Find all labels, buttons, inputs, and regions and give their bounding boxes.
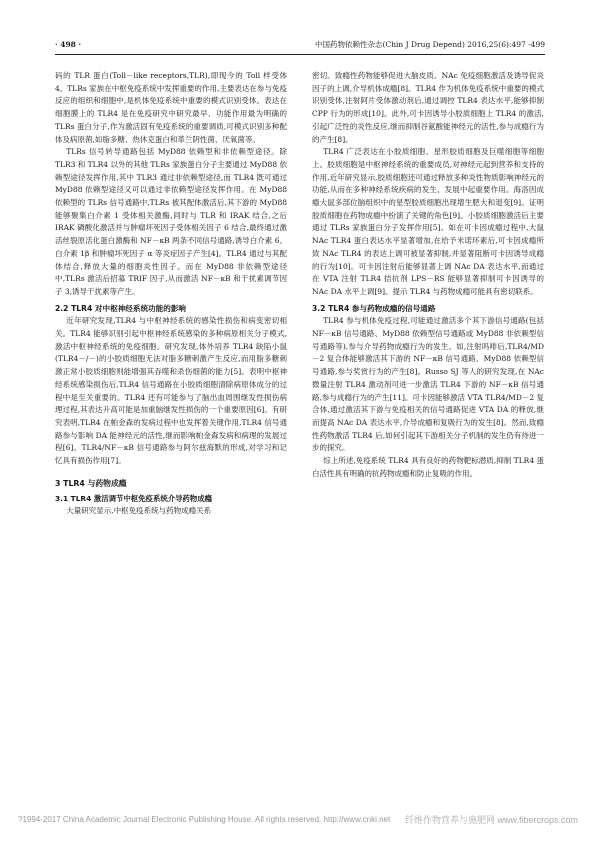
- paragraph: 码的 TLR 蛋白(Toll－like receptors,TLR),即现今的 Toll 样受体 4。TLRs 家族在中枢免疫系统中发挥重要的作用,主要表达在参与免疫反应的组织和细胞中,是机体免疫系统中重要的模式识别受体。表达在细胞膜上的 TLR4 是在免疫研究中研究最早、功能作用最为明确的 TLRs 蛋白分子,作为激活固有免疫系统的重要调质,可模式识别多种配体及病原菌,如脂多糖、热休克蛋白和革兰阴性菌、厌氧菌等。: [55, 71, 287, 144]
- header-rule: [55, 54, 545, 55]
- watermark: 纤维作物营养与施肥网 www.fibercrops.com: [404, 815, 578, 825]
- journal-running-title: 中国药物依赖性杂志(Chin J Drug Depend) 2016,25(6):497 -499: [315, 40, 545, 49]
- paragraph: 近年研究发现,TLR4 与中枢神经系统的感染性损伤和病变密切相关。TLR4 能够识别引起中枢神经系统感染的多种病原相关分子模式,激活中枢神经系统的免疫细胞。研究发现,体外培养 TLR4 缺陷小鼠(TLR4－/－)的小胶质细胞无法对脂多糖刺激产生反应,而用脂多糖刺激正常小胶质细胞则能增强其吞噬和杀伤细菌的能力[5]。表明中枢神经系统感染损伤后,TLR4 信号通路在小胶质细胞清除病原体成分的过程中是至关重要的。TLR4 还有可能参与了脑出血周围继发性损伤病理过程,其表达升高可能是加重脑继发性损伤的一个重要原因[6]。有研究表明,TLR4 在帕金森的发病过程中也发挥着关键作用,TLR4 信号通路参与影响 DA 能神经元的活性,继而影响帕金森发病和病理的发展过程[6]。TLR4/NF－κB 信号通路参与阿尔兹海默的形成,对学习和记忆具有损伤作用[7]。: [55, 316, 287, 466]
- paragraph: 大量研究显示,中枢免疫系统与药物成瘾关系: [66, 506, 212, 516]
- right-column: [312, 70, 544, 481]
- paragraph: TLR4 广泛表达在小胶质细胞、星形胶质细胞及巨噬细胞等细胞上。胶质细胞是中枢神经系统的重要成员,对神经元起到营养和支持的作用,近年研究显示,胶质细胞还可通过释放多种炎性物质影响神经元的功能,从而在多种神经系统疾病的发生、发展中起重要作用。海洛因成瘾大鼠多部位脑组织中的星型胶质细胞出现增生肥大和退变[9]。证明胶质细胞在药物成瘾中扮演了关键的角色[9]。小胶质细胞激活后主要通过 TLRs 家族蛋白分子发挥作用[5]。如在可卡因成瘾过程中,大鼠 NAc TLR4 蛋白表达水平显著增加,在给予米诺环素后,可卡因成瘾所致 NAc TLR4 的表达上调可被显著抑制,并显著阻断可卡因诱导成瘾的行为[10]。可卡因注射后能够显著上调 NAc DA 表达水平,而通过在 VTA 注射 TLR4 拮抗剂 LPS－RS 能够显著抑制可卡因诱导的 NAc DA 水平上调[9]。提示 TLR4 与药物成瘾可能具有密切联系。: [312, 147, 544, 296]
- paragraph: 密切。致瘾性药物能够促进大脑皮质、NAc 免疫细胞激活及诱导促炎因子的上调,介导机体成瘾[8]。TLR4 作为机体免疫系统中重要的模式识别受体,注射阿片受体激动剂后,通过调控 TLR4 表达水平,能够抑制 CPP 行为的形成[10]。此外,可卡因诱导小胶质细胞上 TLR4 的激活,引起广泛性的炎性反应,继而抑制谷氨酸能神经元的活性,参与成瘾行为的产生[8]。: [312, 71, 544, 144]
- paragraph: TLR4 参与机体免疫过程,可能通过激活多个其下游信号通路(包括 NF－κB 信号通路、MyD88 依赖型信号通路或 MyD88 非依赖型信号通路等),参与介导药物成瘾行为的发生。如,注射吗啡后,TLR4/MD－2 复合体能够激活其下游的 NF－κB 信号通路、MyD88 依赖型信号通路,参与奖赏行为的产生[8]。Russo SJ 等人的研究发现,在 NAc 微量注射 TLR4 激动剂可进一步激活 TLR4 下游的 NF－κB 信号通路,参与成瘾行为的产生[11]。可卡因能够激活 VTA TLR4/MD－2 复合体,通过激活其下游与免疫相关的信号通路促进 VTA DA 的释放,继而提高 NAc DA 表达水平,介导成瘾和复吸行为的发生[8]。然而,致瘾性药物激活 TLR4 后,如何引起其下游相关分子机制的发生仍有待进一步的探究。: [312, 316, 544, 453]
- page-footer: [18, 815, 578, 829]
- copyright-notice: [18, 815, 390, 824]
- left-column: [55, 70, 287, 518]
- paragraph: TLRs 信号转导通路包括 MyD88 依赖型和非依赖型途径。除 TLR3 和 TLR4 以外的其他 TLRs 家族蛋白分子主要通过 MyD88 依赖型途径发挥作用,其中 TLR3 通过非依赖型途径,而 TLR4 既可通过 MyD88 依赖型途径又可以通过非依赖型途径发挥作用。在 MyD88 依赖型的 TLRs 信号通路中,TLRs 被其配体激活后,其下游的 MyD88 能够聚集白介素 1 受体相关激酶,同时与 TLR 和 IRAK 结合,之后 IRAK 磷酸化激活并与肿瘤坏死因子受体相关因子 6 结合,最终通过激活丝裂原活化蛋白激酶和 NF－κB 两条不同信号通路,诱导白介素 6、白介素 1β 和肿瘤坏死因子 α 等炎症因子产生[4]。TLR4 通过与其配体结合,释放大量的细胞炎性因子。而在 MyD88 非依赖型途径中,TLRs 激活后招募 TRIF 因子,从而激活 NF－κB 和干扰素调节因子 3,诱导干扰素等产生。: [55, 147, 287, 296]
- running-header: [55, 38, 545, 52]
- cnki-link[interactable]: http://www.cnki.net: [323, 815, 391, 824]
- page-number: · 498 ·: [55, 40, 82, 49]
- copyright-text: ?1994-2017 China Academic Journal Electronic Publishing House. All rights reserved.: [18, 815, 322, 824]
- section-heading-3-2: 3.2 TLR4 参与药物成瘾的信号通路: [312, 303, 436, 313]
- paragraph: 综上所述,免疫系统 TLR4 具有良好的药物靶标潜质,抑制 TLR4 蛋白活性具有明确的抗药物成瘾和防止复吸的作用。: [312, 456, 544, 478]
- section-heading-3: 3 TLR4 与药物成瘾: [55, 478, 127, 488]
- section-heading-2-2: 2.2 TLR4 对中枢神经系统功能的影响: [55, 303, 187, 313]
- section-heading-3-1: 3.1 TLR4 激活调节中枢免疫系统介导药物成瘾: [55, 493, 213, 503]
